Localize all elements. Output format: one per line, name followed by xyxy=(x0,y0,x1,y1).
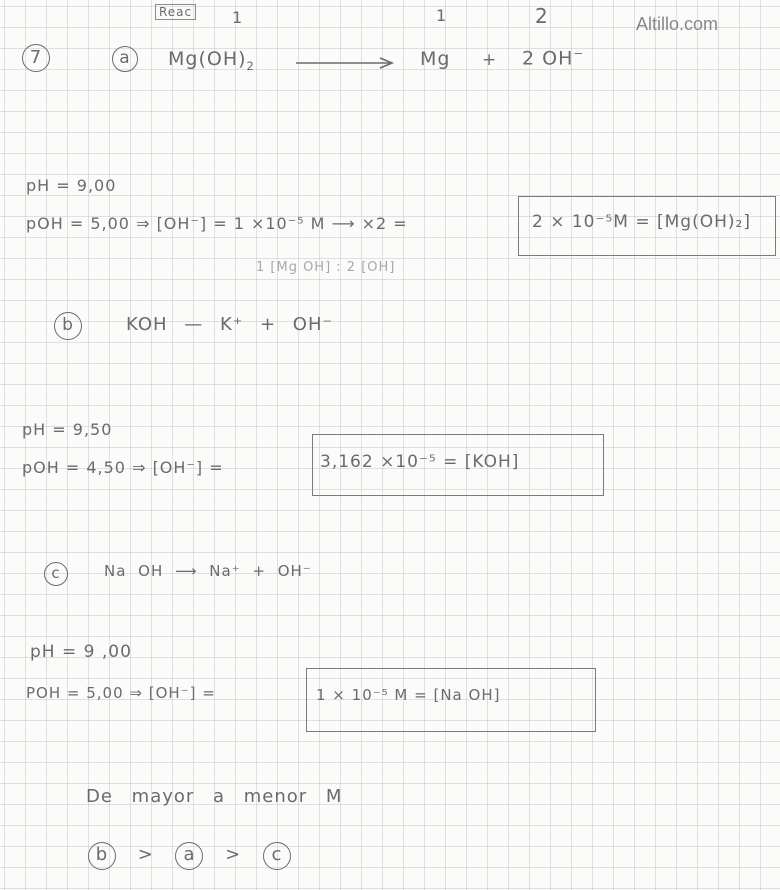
part-c-result: 1 × 10⁻⁵ M = [Na OH] xyxy=(316,686,501,704)
order-b-circle: b xyxy=(88,842,116,870)
part-a-result: 2 × 10⁻⁵M = [Mg(OH)₂] xyxy=(532,212,751,232)
part-b-circle: b xyxy=(54,312,82,340)
part-c-ph: pH = 9 ,00 xyxy=(30,642,132,662)
part-b-label xyxy=(54,312,82,340)
order-row xyxy=(88,842,291,870)
reactant-subscript: 2 xyxy=(246,58,255,73)
part-a-note: 1 [Mg OH] : 2 [OH] xyxy=(256,260,396,275)
product-oh xyxy=(522,46,584,69)
watermark: Altillo.com xyxy=(636,14,719,34)
gt-2: > xyxy=(225,844,242,865)
header-mark-1: 1 xyxy=(232,8,244,27)
product-mg: Mg xyxy=(420,48,451,70)
part-b-result: 3,162 ×10⁻⁵ = [KOH] xyxy=(320,452,520,472)
conclusion-text: De mayor a menor M xyxy=(86,786,343,807)
reaction-arrow xyxy=(296,56,396,70)
reactant-text: Mg(OH) xyxy=(168,48,247,70)
order-a-circle: a xyxy=(175,842,203,870)
part-c-equation: Na OH ⟶ Na⁺ + OH⁻ xyxy=(104,562,312,580)
part-b-ph: pH = 9,50 xyxy=(22,420,113,439)
problem-number-circle: 7 xyxy=(22,44,50,72)
part-a-poh: pOH = 5,00 ⇒ [OH⁻] = 1 ×10⁻⁵ M ⟶ ×2 = xyxy=(26,214,408,233)
part-c-label xyxy=(44,562,68,586)
part-a-ph: pH = 9,00 xyxy=(26,176,117,195)
part-a-circle: a xyxy=(112,46,138,72)
problem-number xyxy=(22,44,50,72)
header-mark-2: 1 xyxy=(436,6,448,25)
gt-1: > xyxy=(137,844,154,865)
part-c-circle: c xyxy=(44,562,68,586)
part-b-equation: KOH — K⁺ + OH⁻ xyxy=(126,314,333,335)
product-oh-text: 2 OH xyxy=(522,47,574,70)
part-a-reactant xyxy=(168,48,255,73)
part-c-poh: POH = 5,00 ⇒ [OH⁻] = xyxy=(26,684,216,702)
part-a-label xyxy=(112,46,138,72)
header-mark-3: 2 xyxy=(535,4,549,28)
reac-label: Reac xyxy=(155,4,196,20)
order-c-circle: c xyxy=(263,842,291,870)
plus-sign: + xyxy=(482,50,498,70)
part-b-poh: pOH = 4,50 ⇒ [OH⁻] = xyxy=(22,458,224,477)
product-oh-charge: − xyxy=(573,46,584,60)
